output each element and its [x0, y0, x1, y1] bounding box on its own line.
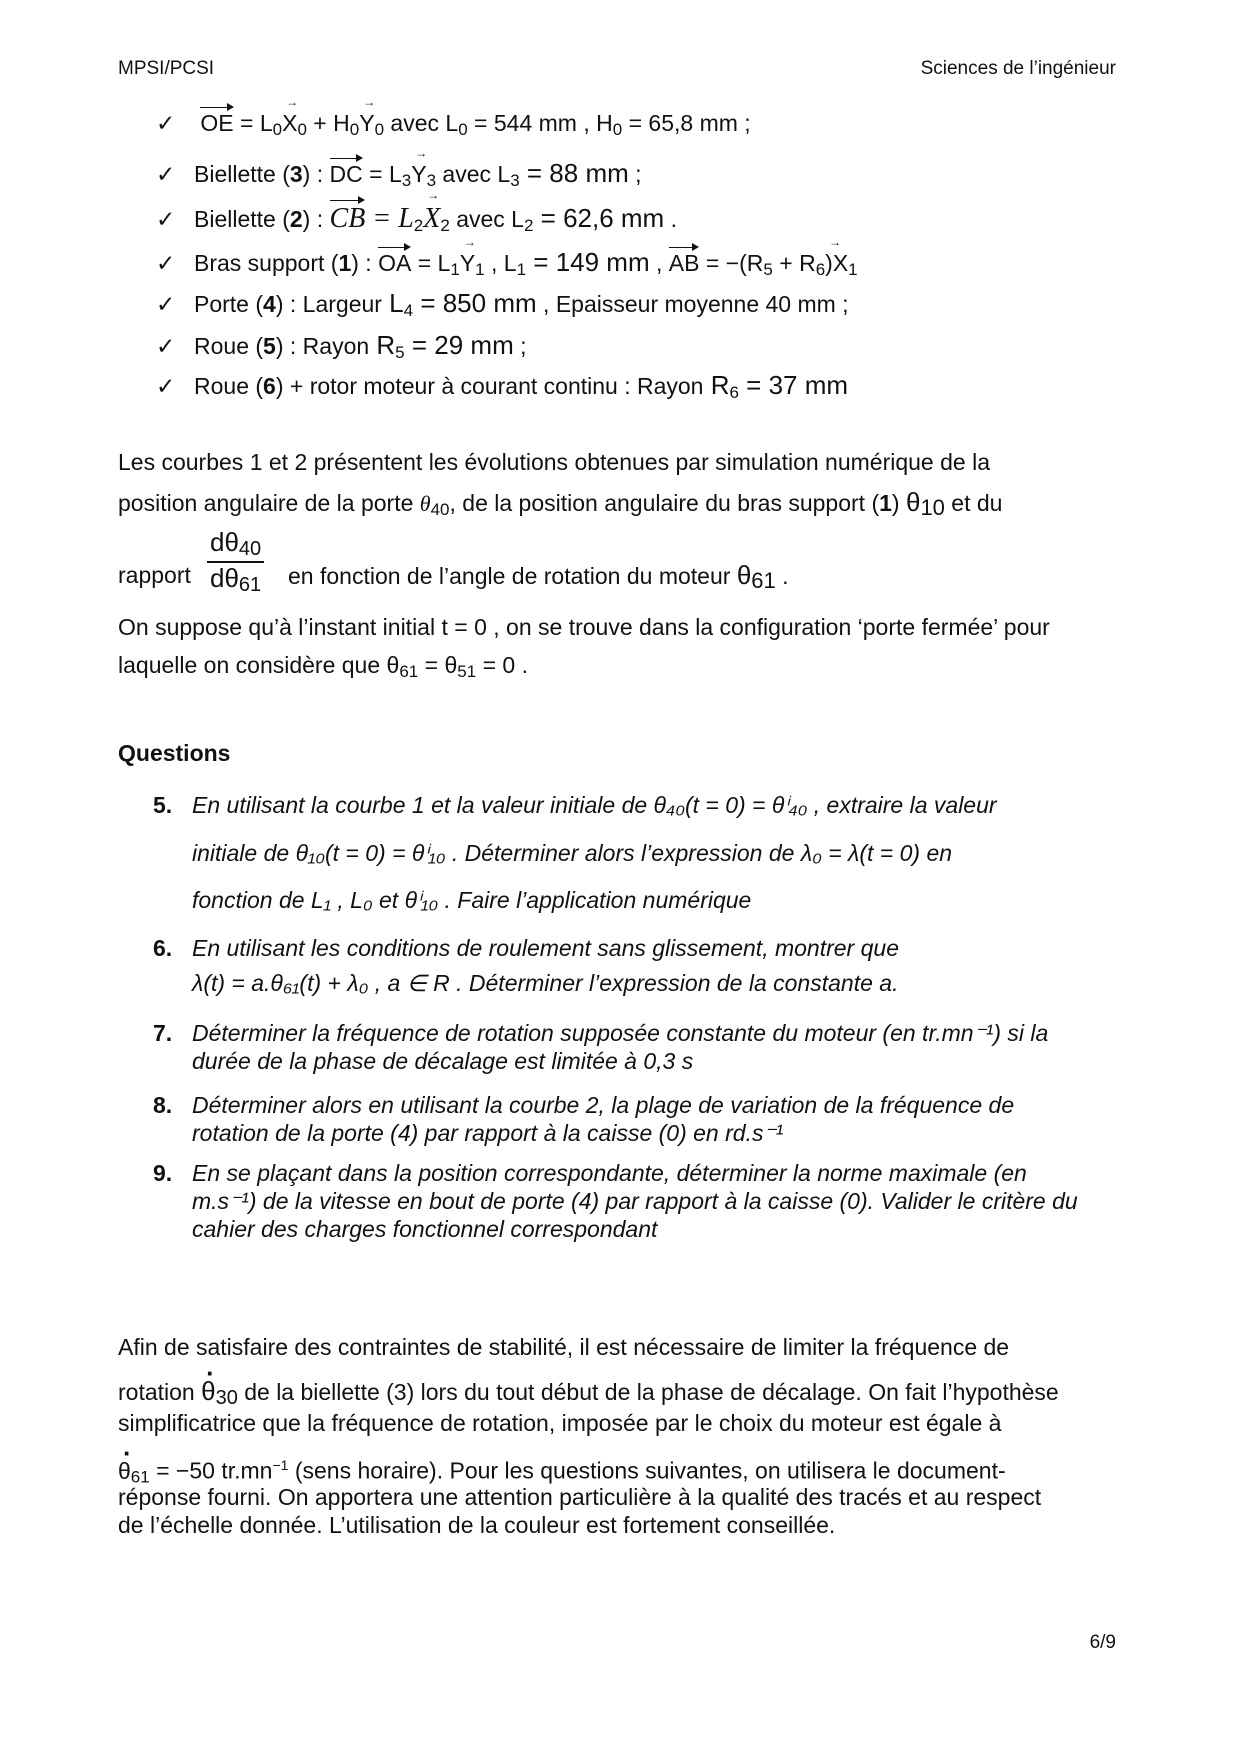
check-icon: ✓	[156, 206, 176, 232]
question-5-line-2: initiale de θ₁₀(t = 0) = θⁱ₁₀ . Déterminer alors l’expression de λ₀ = λ(t = 0) en	[192, 840, 953, 866]
question-number: 8.	[153, 1092, 173, 1118]
question-number: 6.	[153, 935, 173, 961]
intro-line-3: en fonction de l’angle de rotation du moteur $\theta_{61}$ .	[288, 560, 789, 593]
bullet-oe: ✓ OE = $L_0\to X_0 + H_0\to Y_0$ avec $L_0 = 544$ mm , $H_0 = 65,8$ mm ;	[156, 110, 751, 140]
bullet-porte: ✓ Porte (4) : Largeur $L_4 = 850$ mm , Epaisseur moyenne 40 mm ;	[156, 288, 849, 320]
question-6-line-1: En utilisant les conditions de roulement sans glissement, montrer que	[192, 935, 899, 961]
vector-cb: CB	[329, 203, 366, 234]
question-number: 9.	[153, 1160, 173, 1186]
final-line-5: réponse fourni. On apportera une attention particulière à la qualité des tracés et au respect	[118, 1484, 1042, 1510]
bullet-bras-support: ✓ Bras support (1) : OA = $L_1\to Y_1$ , $L_1 = 149$ mm , AB = $-(R_5 + R_6\to )X_1$	[156, 247, 858, 280]
vector-ab: AB	[668, 250, 700, 276]
question-5-line-3: fonction de L₁ , L₀ et θⁱ₁₀ . Faire l’application numérique	[192, 887, 752, 913]
question-9-line-1: En se plaçant dans la position correspondante, déterminer la norme maximale (en	[192, 1160, 1027, 1186]
intro-line-4: On suppose qu’à l’instant initial t = 0 , on se trouve dans la configuration ‘porte fermée’ pour	[118, 614, 1050, 640]
final-line-4: · $\theta_{61} = -50$ $tr.mn^{-1}$ (sens horaire). Pour les questions suivantes, on utilisera le document-	[118, 1446, 1128, 1497]
final-line-1: Afin de satisfaire des contraintes de stabilité, il est nécessaire de limiter la fréquence de	[118, 1334, 1010, 1360]
check-icon: ✓	[156, 333, 176, 359]
intro-line-2: position angulaire de la porte $\theta_{40}$, de la position angulaire du bras support (1) $\theta_{10}$ et du	[118, 487, 1003, 520]
page-number: 6/9	[1089, 1632, 1116, 1653]
bullet-roue-5: ✓ Roue (5) : Rayon $R_5 = 29$ mm ;	[156, 330, 527, 362]
question-number: 7.	[153, 1020, 173, 1046]
question-8-line-1: Déterminer alors en utilisant la courbe 2, la plage de variation de la fréquence de	[192, 1092, 1015, 1118]
vector-oa: OA	[378, 250, 412, 276]
intro-line-5: laquelle on considère que $\theta_{61} = \theta_{51} = 0$ .	[118, 652, 528, 681]
question-8-line-2: rotation de la porte (4) par rapport à la caisse (0) en rd.s⁻¹	[192, 1120, 784, 1146]
question-7-line-2: durée de la phase de décalage est limitée à 0,3 s	[192, 1048, 694, 1074]
vector-oe: OE	[200, 110, 234, 136]
check-icon: ✓	[156, 250, 176, 276]
bullet-biellette-2: ✓ Biellette (2) : CB = $L_2\to X_2$ avec $L_2 = 62,6$ mm .	[156, 203, 677, 236]
header-course: MPSI/PCSI	[118, 58, 215, 79]
bullet-biellette-3: ✓ Biellette (3) : DC = $L_3\to Y_3$ avec $L_3 = 88$ mm ;	[156, 158, 642, 191]
bullet-roue-6: ✓ Roue (6) + rotor moteur à courant continu : Rayon $R_6 = 37$ mm	[156, 370, 849, 402]
question-number: 5.	[153, 792, 173, 818]
question-9-line-2: m.s⁻¹) de la vitesse en bout de porte (4) par rapport à la caisse (0). Valider le critère du	[192, 1188, 1078, 1214]
check-icon: ✓	[156, 161, 176, 187]
question-7-line-1: Déterminer la fréquence de rotation supposée constante du moteur (en tr.mn⁻¹) si la	[192, 1020, 1049, 1046]
final-line-6: de l’échelle donnée. L’utilisation de la couleur est fortement conseillée.	[118, 1512, 836, 1538]
vector-dc: DC	[329, 161, 363, 187]
final-line-3: simplificatrice que la fréquence de rotation, imposée par le choix du moteur est égale à	[118, 1410, 1002, 1436]
check-icon: ✓	[156, 373, 176, 399]
derivative-fraction: $\frac{d\theta_{40}}{d\theta_{61}}$	[207, 527, 264, 597]
final-line-2: rotation · $\theta_{30}$ de la biellette (3) lors du tout début de la phase de décalage. On fait l’hypothèse	[118, 1372, 1128, 1417]
rapport-label: rapport	[118, 562, 191, 588]
check-icon: ✓	[156, 110, 176, 136]
questions-title: Questions	[118, 740, 231, 766]
intro-line-1: Les courbes 1 et 2 présentent les évolutions obtenues par simulation numérique de la	[118, 449, 990, 475]
header-subject: Sciences de l’ingénieur	[920, 58, 1116, 79]
question-6-line-2: λ(t) = a.θ₆₁(t) + λ₀ , a ∈ R . Déterminer l’expression de la constante a.	[192, 970, 899, 996]
question-5-line-1: En utilisant la courbe 1 et la valeur initiale de θ₄₀(t = 0) = θⁱ₄₀ , extraire la valeur	[192, 792, 997, 818]
question-9-line-3: cahier des charges fonctionnel correspondant	[192, 1216, 658, 1242]
check-icon: ✓	[156, 291, 176, 317]
